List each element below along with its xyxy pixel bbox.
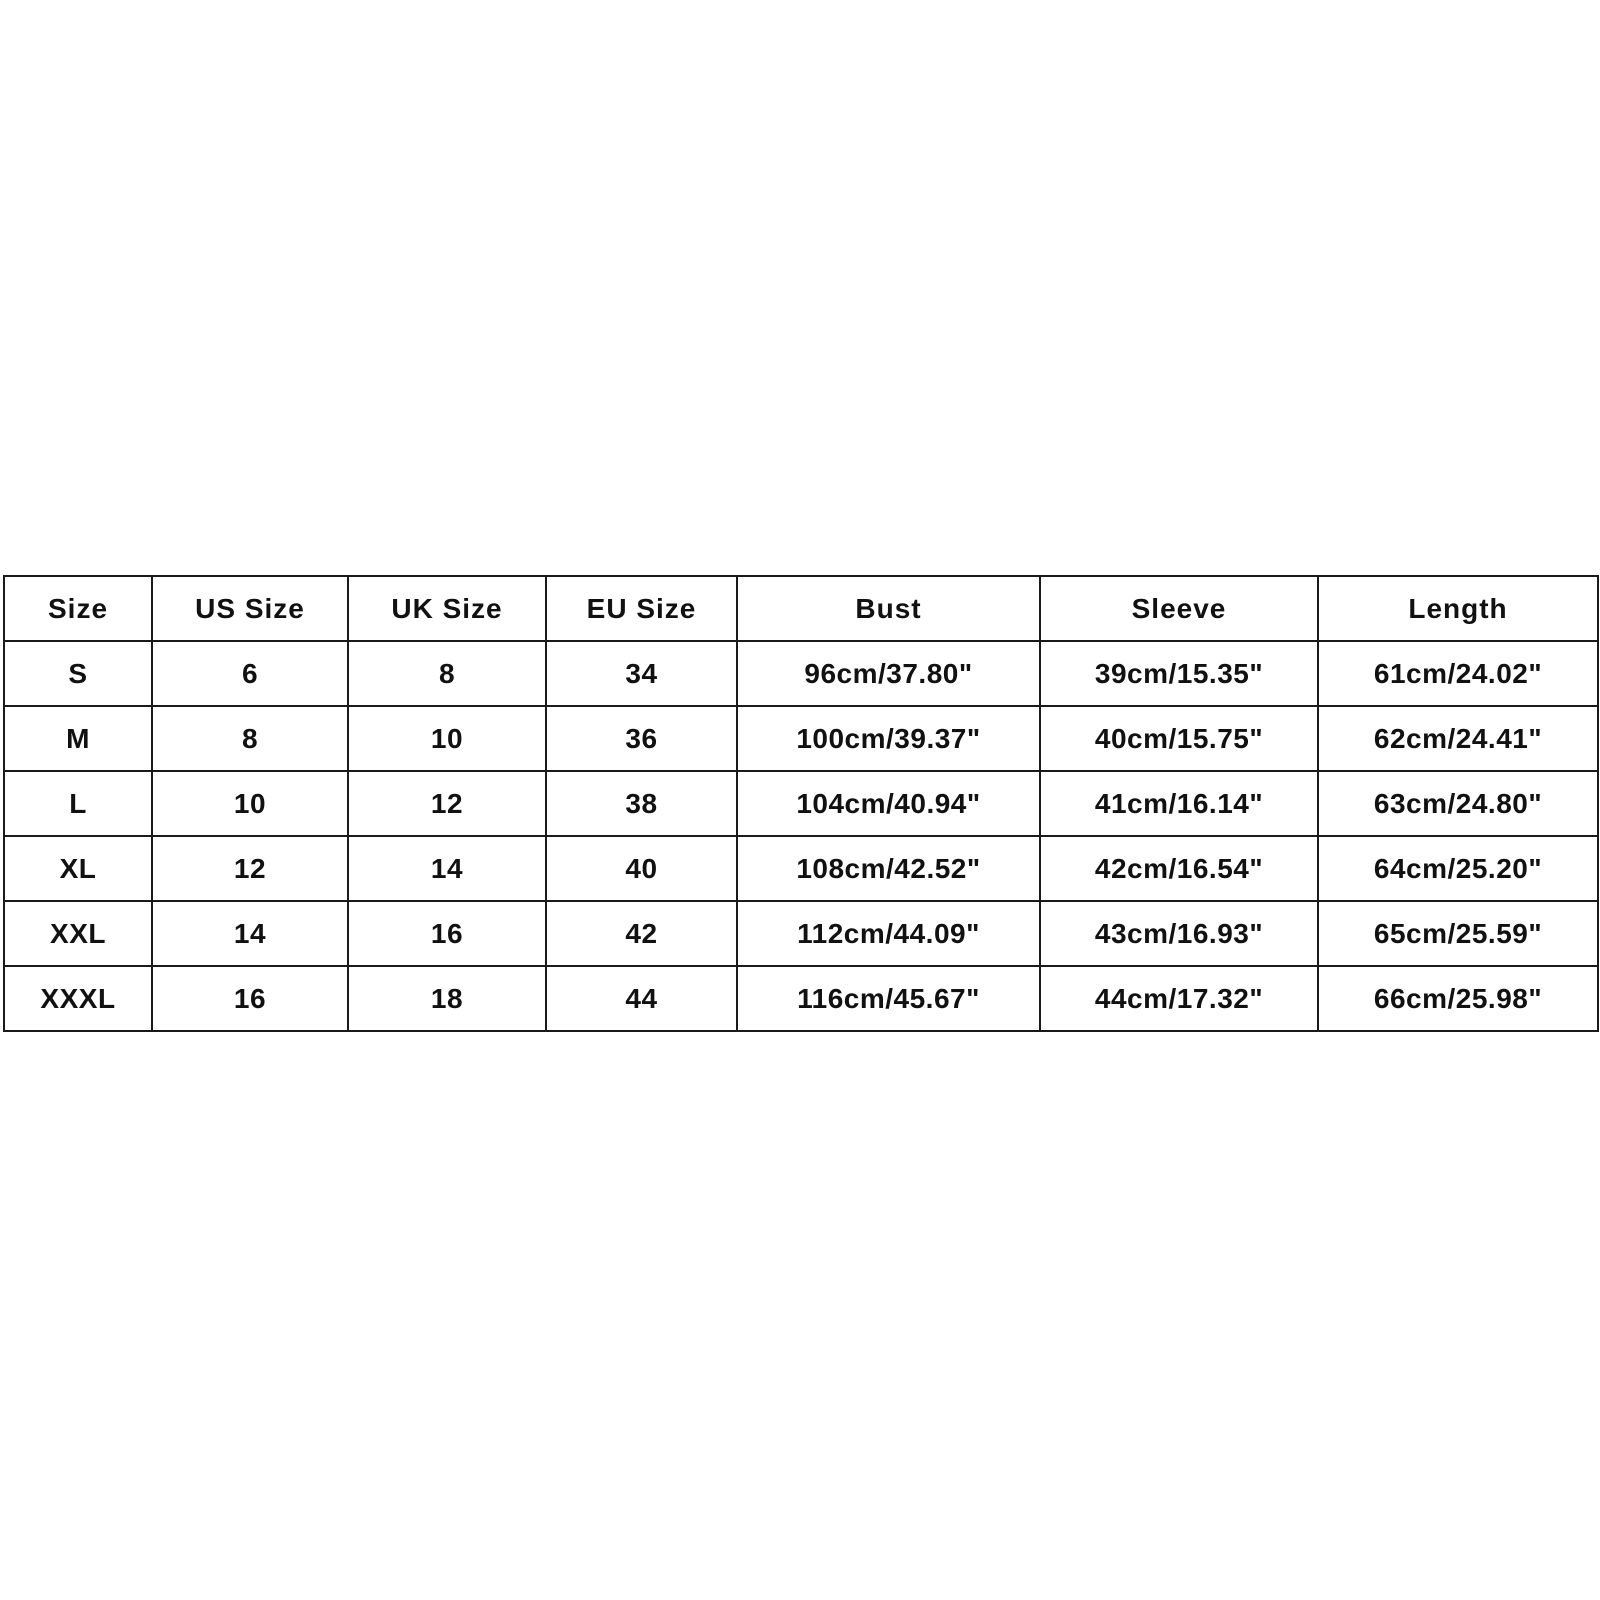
cell-size: XL	[4, 836, 152, 901]
cell-size: S	[4, 641, 152, 706]
cell-bust: 108cm/42.52"	[737, 836, 1040, 901]
cell-uk-size: 10	[348, 706, 546, 771]
cell-uk-size: 12	[348, 771, 546, 836]
header-length: Length	[1318, 576, 1598, 641]
cell-size: L	[4, 771, 152, 836]
header-sleeve: Sleeve	[1040, 576, 1318, 641]
cell-sleeve: 39cm/15.35"	[1040, 641, 1318, 706]
cell-eu-size: 38	[546, 771, 737, 836]
cell-eu-size: 36	[546, 706, 737, 771]
cell-sleeve: 43cm/16.93"	[1040, 901, 1318, 966]
table-row	[4, 966, 1598, 1031]
header-size: Size	[4, 576, 152, 641]
table-row	[4, 771, 1598, 836]
cell-sleeve: 42cm/16.54"	[1040, 836, 1318, 901]
cell-us-size: 14	[152, 901, 348, 966]
cell-length: 65cm/25.59"	[1318, 901, 1598, 966]
cell-bust: 116cm/45.67"	[737, 966, 1040, 1031]
cell-us-size: 16	[152, 966, 348, 1031]
cell-sleeve: 44cm/17.32"	[1040, 966, 1318, 1031]
cell-bust: 104cm/40.94"	[737, 771, 1040, 836]
cell-bust: 112cm/44.09"	[737, 901, 1040, 966]
cell-bust: 100cm/39.37"	[737, 706, 1040, 771]
header-eu-size: EU Size	[546, 576, 737, 641]
table-row	[4, 901, 1598, 966]
cell-us-size: 10	[152, 771, 348, 836]
table-header	[4, 576, 1598, 641]
cell-bust: 96cm/37.80"	[737, 641, 1040, 706]
table-row	[4, 706, 1598, 771]
cell-us-size: 12	[152, 836, 348, 901]
cell-uk-size: 8	[348, 641, 546, 706]
header-us-size: US Size	[152, 576, 348, 641]
table-row	[4, 836, 1598, 901]
table-row	[4, 641, 1598, 706]
cell-sleeve: 40cm/15.75"	[1040, 706, 1318, 771]
cell-eu-size: 34	[546, 641, 737, 706]
cell-length: 61cm/24.02"	[1318, 641, 1598, 706]
cell-us-size: 6	[152, 641, 348, 706]
cell-size: M	[4, 706, 152, 771]
header-row	[4, 576, 1598, 641]
cell-sleeve: 41cm/16.14"	[1040, 771, 1318, 836]
cell-length: 63cm/24.80"	[1318, 771, 1598, 836]
size-chart-table	[3, 575, 1599, 1032]
header-uk-size: UK Size	[348, 576, 546, 641]
cell-length: 66cm/25.98"	[1318, 966, 1598, 1031]
cell-us-size: 8	[152, 706, 348, 771]
cell-eu-size: 42	[546, 901, 737, 966]
cell-eu-size: 40	[546, 836, 737, 901]
cell-size: XXXL	[4, 966, 152, 1031]
cell-length: 62cm/24.41"	[1318, 706, 1598, 771]
header-bust: Bust	[737, 576, 1040, 641]
cell-eu-size: 44	[546, 966, 737, 1031]
cell-uk-size: 14	[348, 836, 546, 901]
cell-length: 64cm/25.20"	[1318, 836, 1598, 901]
table-body	[4, 641, 1598, 1031]
cell-uk-size: 18	[348, 966, 546, 1031]
cell-size: XXL	[4, 901, 152, 966]
cell-uk-size: 16	[348, 901, 546, 966]
